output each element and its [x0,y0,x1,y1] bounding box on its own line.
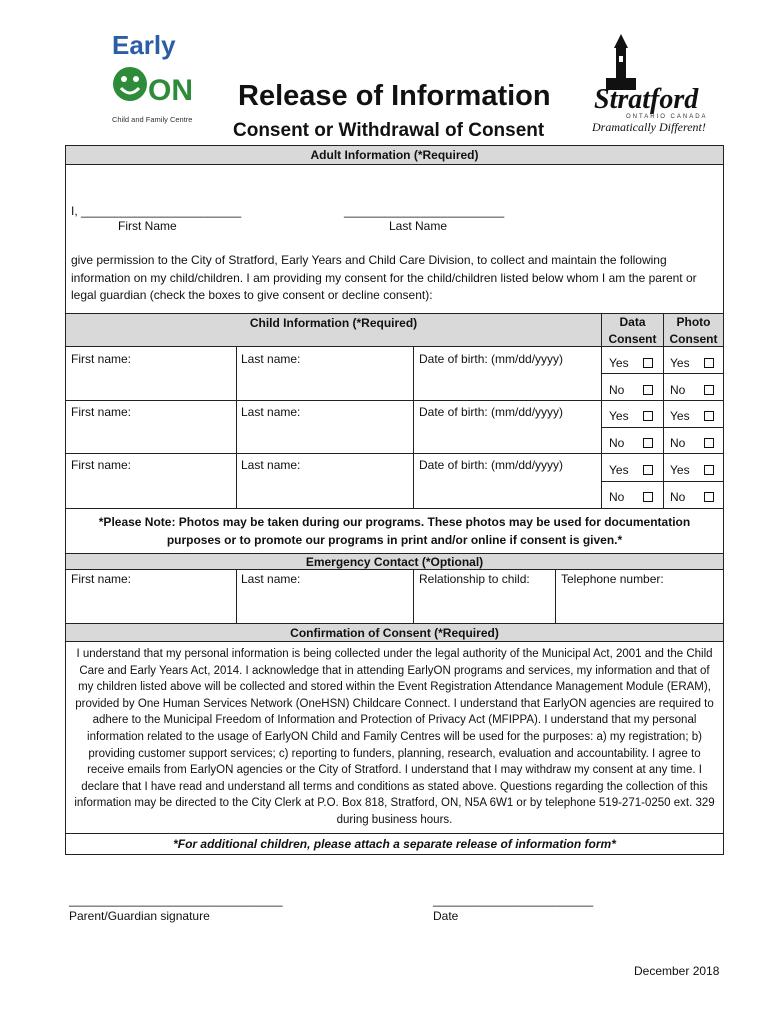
yes-label: Yes [609,356,629,370]
data-consent-yes[interactable] [609,356,653,370]
child-info-heading [66,313,601,346]
child-first-name[interactable]: First name: [71,352,132,366]
checkbox-icon[interactable] [643,411,653,421]
logo-tagline: Dramatically Different! [592,120,706,134]
yes-label: Yes [609,463,629,477]
data-consent-no[interactable] [609,490,653,504]
checkbox-icon[interactable] [704,492,714,502]
yes-label: Yes [609,409,629,423]
checkbox-icon[interactable] [643,358,653,368]
footer-date: December 2018 [634,964,720,978]
child-first-name[interactable]: First name: [71,405,132,419]
no-label: No [609,436,625,450]
no-label: No [670,436,686,450]
checkbox-icon[interactable] [643,492,653,502]
emergency-telephone[interactable]: Telephone number: [561,572,664,586]
date-line[interactable]: ________________________ [433,893,594,907]
logo-tagline: Child and Family Centre [112,115,193,124]
no-label: No [609,490,625,504]
last-name-blank[interactable]: ________________________ [344,204,505,218]
checkbox-icon[interactable] [704,358,714,368]
logo-on-text: ON [148,74,193,107]
first-name-caption: First Name [118,219,177,233]
photo-consent-no[interactable] [670,383,714,397]
checkbox-icon[interactable] [643,465,653,475]
yes-label: Yes [670,356,690,370]
data-consent-yes[interactable] [609,409,653,423]
signature-line[interactable]: ________________________________ [69,893,283,907]
tower-icon [606,34,636,90]
checkbox-icon[interactable] [704,411,714,421]
emergency-first-name[interactable]: First name: [71,572,132,586]
checkbox-icon[interactable] [643,385,653,395]
logo-stratford-text: Stratford [594,84,699,115]
checkbox-icon[interactable] [704,438,714,448]
logo-smiley-icon [113,67,147,101]
first-name-blank[interactable]: I, ________________________ [71,204,242,218]
emergency-relationship[interactable]: Relationship to child: [419,572,530,586]
adult-info-heading: Adult Information (*Required) [66,146,723,165]
child-last-name[interactable]: Last name: [241,405,301,419]
page-title: Release of Information [238,80,551,112]
page-subtitle: Consent or Withdrawal of Consent [233,120,545,141]
no-label: No [670,383,686,397]
photo-consent-heading: Photo Consent [663,313,723,346]
data-consent-heading: Data Consent [601,313,663,346]
stratford-logo [586,32,726,137]
logo-early-text: Early [112,30,176,60]
photo-consent-yes[interactable] [670,356,714,370]
child-dob[interactable]: Date of birth: (mm/dd/yyyy) [419,405,564,419]
last-name-caption: Last Name [389,219,448,233]
child-dob[interactable]: Date of birth: (mm/dd/yyyy) [419,458,564,472]
permission-text: give permission to the City of Stratford, Early Years and Child Care Division, to collect and maintain the following information on my child/children. I am providing my consent for the child/children listed below whom I am the parent or legal guardian (check the boxes to give consent or decline consent): [71,253,697,302]
photo-consent-yes[interactable] [670,409,714,423]
photo-note: *Please Note: Photos may be taken during our programs. These photos may be used for documentation purposes or to promote our programs in print and/or online if consent is given.* [98,515,691,547]
checkbox-icon[interactable] [643,438,653,448]
photo-consent-no[interactable] [670,490,714,504]
emergency-last-name[interactable]: Last name: [241,572,301,586]
yes-label: Yes [670,409,690,423]
child-info-heading-text: Child Information (*Required) [249,316,418,330]
confirmation-heading: Confirmation of Consent (*Required) [66,623,723,642]
child-last-name[interactable]: Last name: [241,458,301,472]
child-last-name[interactable]: Last name: [241,352,301,366]
child-first-name[interactable]: First name: [71,458,132,472]
no-label: No [609,383,625,397]
checkbox-icon[interactable] [704,385,714,395]
additional-children-note: *For additional children, please attach a separate release of information form* [173,837,616,851]
form-frame [65,145,724,855]
yes-label: Yes [670,463,690,477]
no-label: No [670,490,686,504]
logo-ontario-text: ONTARIO CANADA [626,114,708,120]
child-dob[interactable]: Date of birth: (mm/dd/yyyy) [419,352,564,366]
date-label: Date [433,909,459,923]
data-consent-no[interactable] [609,436,653,450]
emergency-contact-heading: Emergency Contact (*Optional) [66,553,723,570]
data-consent-no[interactable] [609,383,653,397]
data-consent-yes[interactable] [609,463,653,477]
checkbox-icon[interactable] [704,465,714,475]
signature-label: Parent/Guardian signature [69,909,210,923]
photo-consent-no[interactable] [670,436,714,450]
confirmation-text: I understand that my personal information is being collected under the legal authority of the Municipal Act, 2001 and the Child Care and Early Years Act, 2014. I acknowledge that in attending EarlyON programs and services, my information and that of my children listed above will be collected and stored within the Event Registration Attendance Management Module (ERAM), provided by One Human Services Network (OneHSN) Childcare Connect. I understand that EarlyON agencies are required to adhere to the Municipal Freedom of Information and Protection of Privacy Act (MFIPPA). I understand that my personal information related to the usage of EarlyON Child and Family Centres will be used for the purposes: a) my registration; b) providing customer support services; c) reporting to funders, planning, research, evaluation and accountability. I agree to receive emails from EarlyON agencies or the City of Stratford. I understand that I may withdraw my consent at any time. I declare that I have read and understand all terms and conditions as stated above. Questions regarding the collection of this information may be directed to the City Clerk at P.O. Box 818, Stratford, ON, N5A 6W1 or by telephone 519-271-0250 ext. 329 during business hours. [74,648,715,826]
photo-consent-yes[interactable] [670,463,714,477]
earlyon-logo [104,30,204,130]
